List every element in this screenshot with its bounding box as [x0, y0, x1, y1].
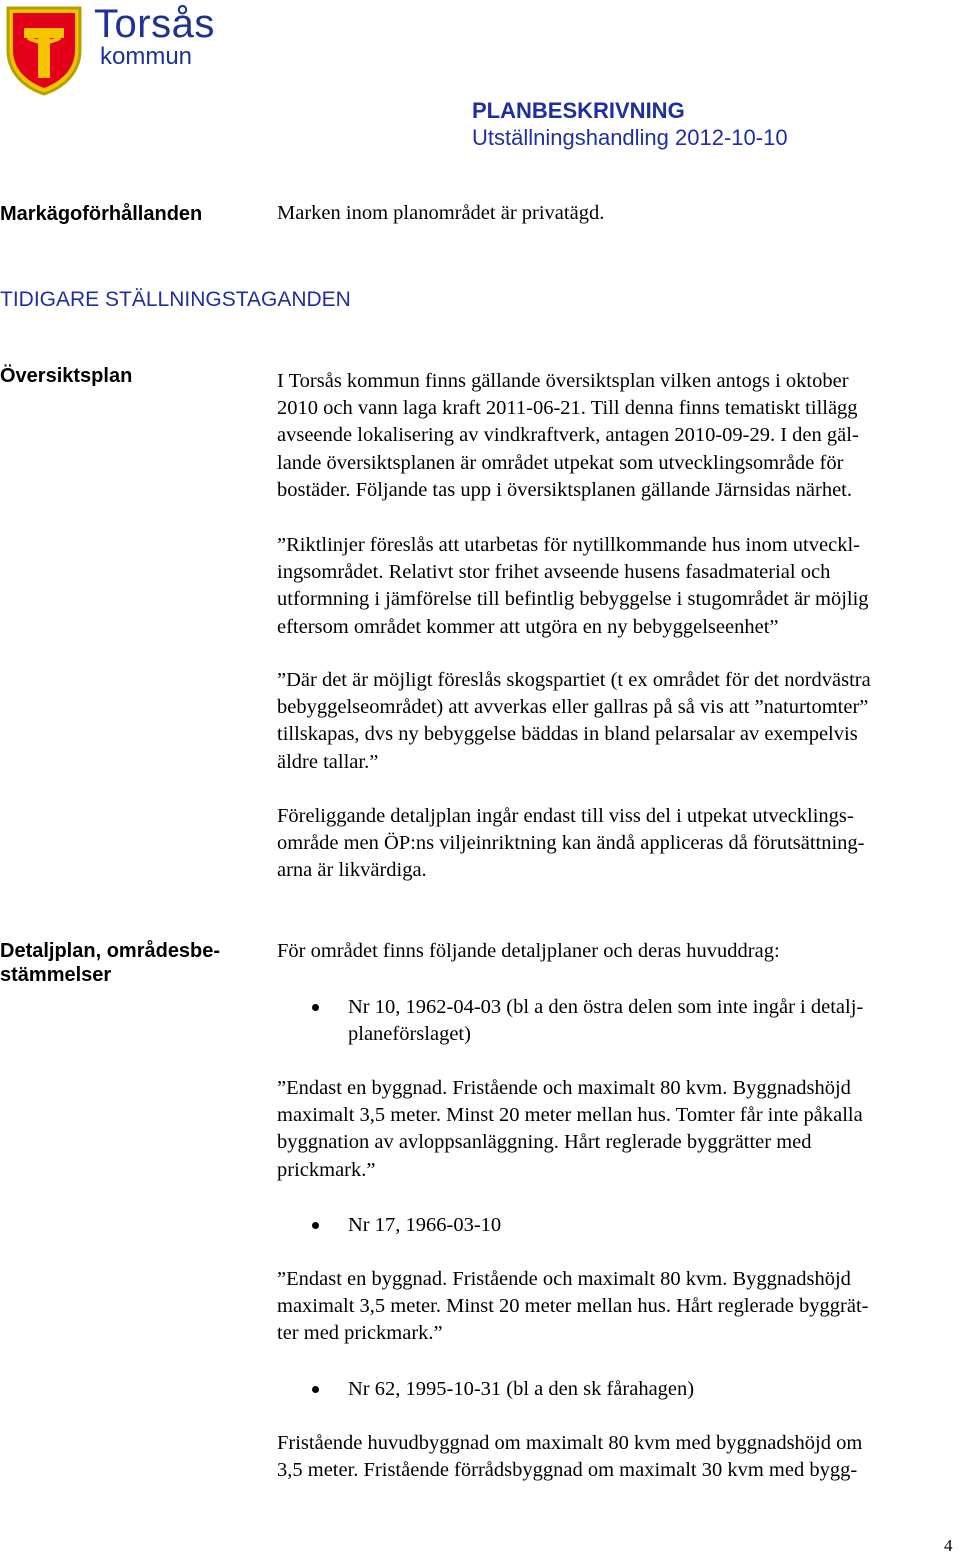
coat-of-arms-icon	[4, 4, 84, 96]
text-line: tillskapas, dvs ny bebyggelse bäddas in bland pelarsalar av exempelvis	[277, 723, 858, 746]
ownership-text: Marken inom planområdet är privatägd.	[277, 202, 605, 224]
oversiktsplan-label: Översiktsplan	[0, 365, 133, 387]
plan-item-nr17: Nr 17, 1966-03-10	[348, 1214, 502, 1236]
text-line: ”Riktlinjer föreslås att utarbetas för nytillkommande hus inom utveckl-	[277, 534, 860, 556]
plan-description-nr10	[277, 1075, 959, 1184]
document-subtitle: Utställningshandling 2012-10-10	[472, 125, 788, 150]
text-line: planeförslaget)	[348, 1023, 471, 1046]
detaljplan-label	[0, 939, 220, 987]
text-line: eftersom området kommer att utgöra en ny bebyggelseenhet”	[277, 615, 779, 638]
text-line: ”Där det är möjligt föreslås skogspartiet (t ex området för det nordvästra	[277, 669, 871, 691]
oversiktsplan-quote-1	[277, 532, 959, 641]
ownership-label: Markägoförhållanden	[0, 203, 203, 225]
text-line: ”Endast en byggnad. Fristående och maximalt 80 kvm. Byggnadshöjd	[277, 1077, 851, 1099]
text-line: ingsområdet. Relativt stor frihet avseende husens fasadmaterial och	[277, 561, 831, 584]
text-line: prickmark.”	[277, 1158, 376, 1181]
text-line: avseende lokalisering av vindkraftverk, antagen 2010-09-29. I den gäl-	[277, 424, 859, 447]
plan-item-nr10	[348, 994, 958, 1048]
text-line: äldre tallar.”	[277, 750, 379, 773]
logo-subname: kommun	[100, 43, 193, 70]
text-line: Föreliggande detaljplan ingår endast till viss del i utpekat utvecklings-	[277, 805, 854, 827]
label-line: Detaljplan, områdesbe-	[0, 940, 221, 962]
bullet-icon	[312, 1004, 319, 1011]
plan-description-nr17	[277, 1266, 959, 1348]
logo-name: Torsås	[94, 2, 215, 46]
text-line: Fristående huvudbyggnad om maximalt 80 kvm med byggnadshöjd om	[277, 1432, 863, 1454]
section-heading: TIDIGARE STÄLLNINGSTAGANDEN	[0, 288, 351, 311]
text-line: byggnation av avloppsanläggning. Hårt reglerade byggrätter med	[277, 1131, 812, 1154]
oversiktsplan-paragraph-2	[277, 803, 959, 885]
text-line: 2010 och vann laga kraft 2011-06-21. Till denna finns tematiskt tillägg	[277, 397, 858, 420]
text-line: maximalt 3,5 meter. Minst 20 meter mellan hus. Hårt reglerade byggrät-	[277, 1295, 869, 1318]
text-line: maximalt 3,5 meter. Minst 20 meter mellan hus. Tomter får inte påkalla	[277, 1104, 863, 1127]
text-line: 3,5 meter. Fristående förrådsbyggnad om maximalt 30 kvm med bygg-	[277, 1459, 858, 1482]
plan-description-nr62	[277, 1430, 959, 1484]
label-line: stämmelser	[0, 964, 112, 986]
page-number: 4	[944, 1536, 953, 1555]
text-line: bebyggelseområdet) att avverkas eller gallras på så vis att ”naturtomter”	[277, 696, 869, 719]
document-title: PLANBESKRIVNING	[472, 98, 685, 123]
text-line: arna är likvärdiga.	[277, 859, 427, 882]
text-line: lande översiktsplanen är området utpekat som utvecklingsområde för	[277, 451, 844, 474]
oversiktsplan-paragraph-1	[277, 368, 959, 504]
text-line: Nr 10, 1962-04-03 (bl a den östra delen som inte ingår i detalj-	[348, 996, 864, 1018]
text-line: område men ÖP:ns viljeinriktning kan ändå appliceras då förutsättning-	[277, 832, 865, 855]
bullet-icon	[312, 1222, 319, 1229]
text-line: ter med prickmark.”	[277, 1322, 443, 1345]
detaljplan-intro: För området finns följande detaljplaner och deras huvuddrag:	[277, 940, 780, 962]
text-line: ”Endast en byggnad. Fristående och maximalt 80 kvm. Byggnadshöjd	[277, 1268, 851, 1290]
text-line: I Torsås kommun finns gällande översiktsplan vilken antogs i oktober	[277, 370, 849, 392]
municipality-logo	[4, 2, 215, 96]
bullet-icon	[312, 1386, 319, 1393]
oversiktsplan-quote-2	[277, 667, 959, 776]
text-line: utformning i jämförelse till befintlig bebyggelse i stugområdet är möjlig	[277, 588, 869, 611]
text-line: bostäder. Följande tas upp i översiktsplanen gällande Järnsidas närhet.	[277, 478, 853, 501]
plan-item-nr62: Nr 62, 1995-10-31 (bl a den sk fårahagen)	[348, 1378, 695, 1400]
